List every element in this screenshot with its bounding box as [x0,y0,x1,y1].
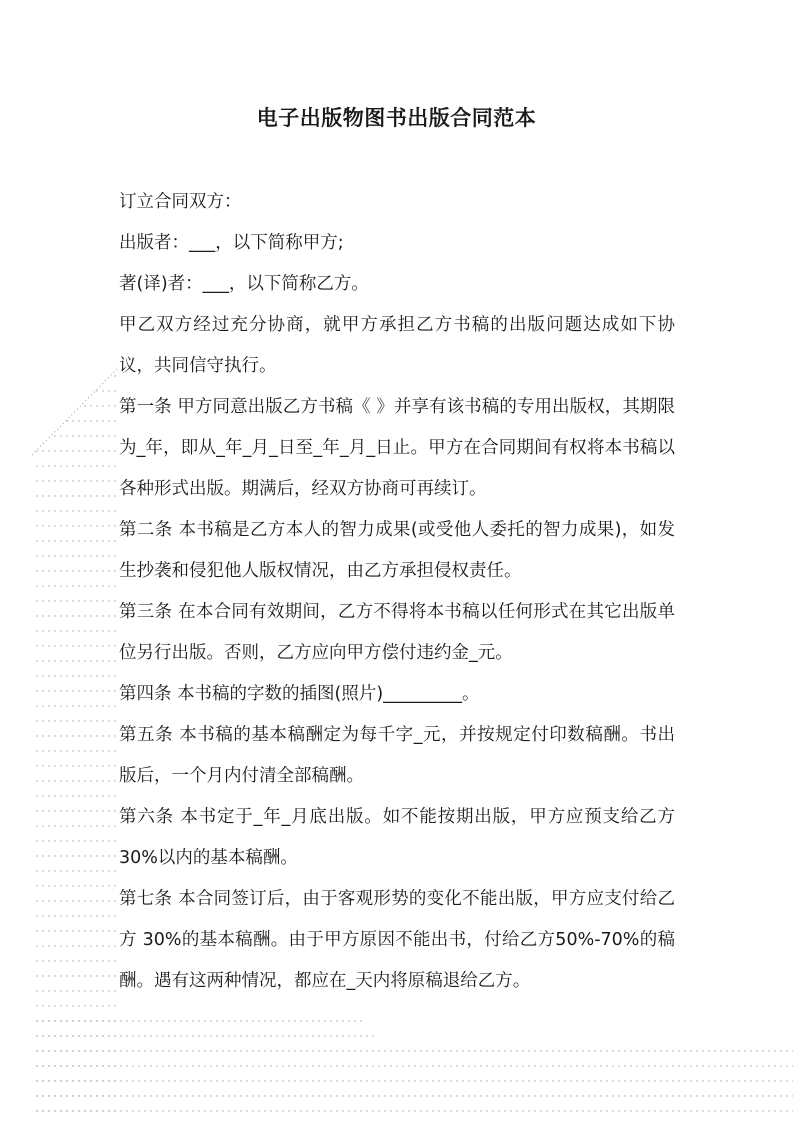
clause-3: 第三条 在本合同有效期间，乙方不得将本书稿以任何形式在其它出版单位另行出版。否则，乙方应向甲方偿付违约金_元。 [119,602,675,663]
clause-6: 第六条 本书定于_年_月底出版。如不能按期出版，甲方应预支给乙方 30%以内的基本稿酬。 [119,807,675,868]
document-title: 电子出版物图书出版合同范本 [256,106,537,130]
clause-7: 第七条 本合同签订后，由于客观形势的变化不能出版，甲方应支付给乙方 30%的基本稿酬。由于甲方原因不能出书，付给乙方50%-70%的稿酬。遇有这两种情况，都应在_天内将原稿退给乙方。 [119,889,675,991]
clause-2: 第二条 本书稿是乙方本人的智力成果(或受他人委托的智力成果)，如发生抄袭和侵犯他人版权情况，由乙方承担侵权责任。 [119,520,675,581]
preamble-paragraph: 甲乙双方经过充分协商，就甲方承担乙方书稿的出版问题达成如下协议，共同信守执行。 [119,315,675,376]
clause-1: 第一条 甲方同意出版乙方书稿《 》并享有该书稿的专用出版权，其期限为_年，即从_年_月_日至_年_月_日止。甲方在合同期间有权将本书稿以各种形式出版。期满后，经双方协商可再续订。 [119,397,675,499]
document-body [119,182,675,1002]
clause-5: 第五条 本书稿的基本稿酬定为每千字_元，并按规定付印数稿酬。书出版后，一个月内付清全部稿酬。 [119,725,675,786]
parties-intro: 订立合同双方： [119,192,242,212]
author-line: 著(译)者：___，以下简称乙方。 [119,274,369,294]
clause-4: 第四条 本书稿的字数的插图(照片)_________。 [119,684,480,704]
publisher-line: 出版者：___，以下简称甲方; [119,233,344,253]
